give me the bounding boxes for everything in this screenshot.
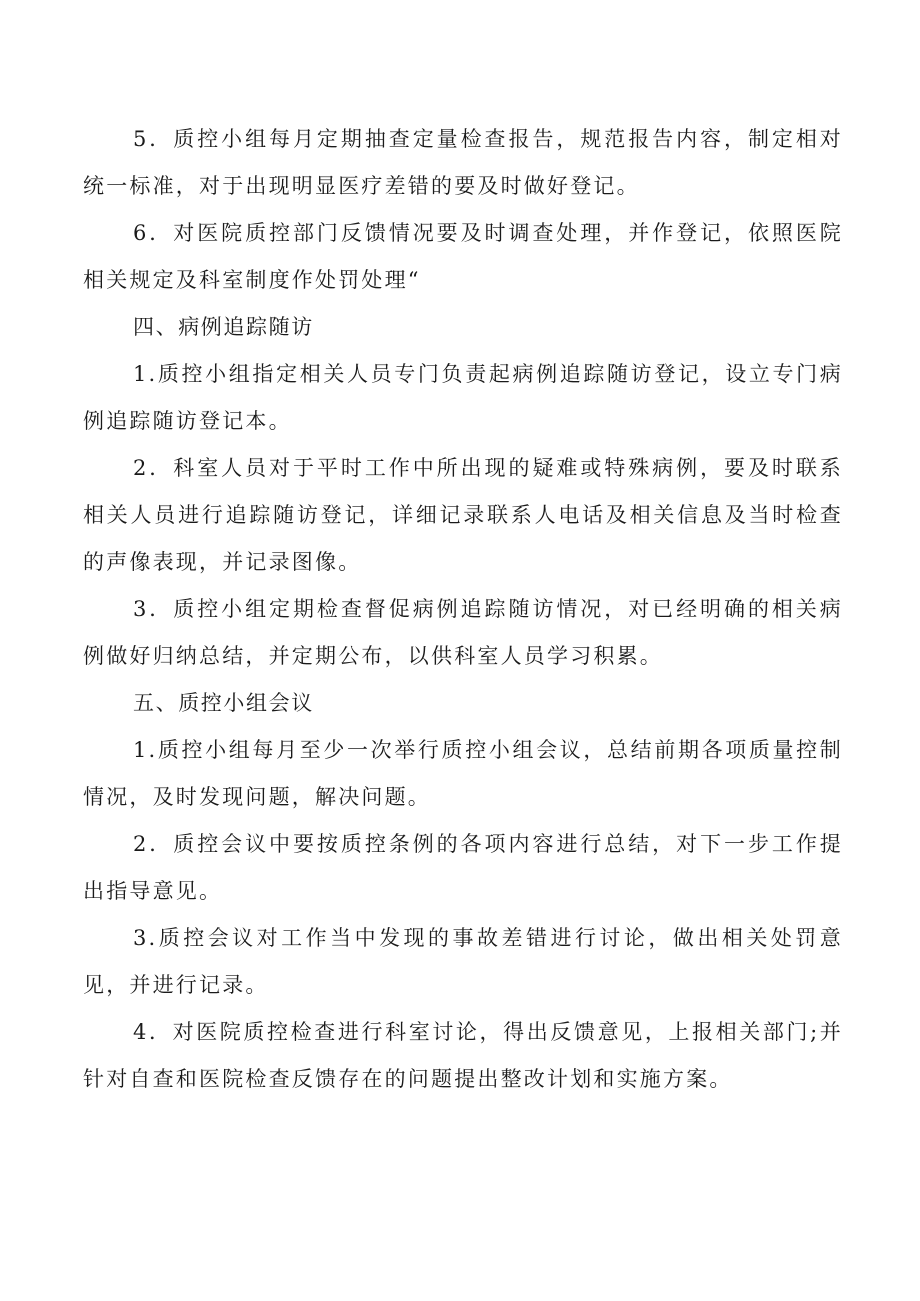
paragraph-meeting-1: 1.质控小组每月至少一次举行质控小组会议，总结前期各项质量控制情况，及时发现问题，解决问题。 [83,738,843,809]
paragraph-followup-2: 2．科室人员对于平时工作中所出现的疑难或特殊病例，要及时联系相关人员进行追踪随访登记，详细记录联系人电话及相关信息及当时检查的声像表现，并记录图像。 [83,456,843,574]
paragraph-meeting-2: 2．质控会议中要按质控条例的各项内容进行总结，对下一步工作提出指导意见。 [83,832,843,903]
section-heading-case-followup: 四、病例追踪随访 [133,315,314,339]
paragraph-meeting-3: 3.质控会议对工作当中发现的事故差错进行讨论，做出相关处罚意见，并进行记录。 [83,926,843,997]
paragraph-5-report-check: 5．质控小组每月定期抽查定量检查报告，规范报告内容，制定相对统一标准，对于出现明显医疗差错的要及时做好登记。 [83,127,843,198]
paragraph-followup-3: 3．质控小组定期检查督促病例追踪随访情况，对已经明确的相关病例做好归纳总结，并定期公布，以供科室人员学习积累。 [83,597,843,668]
document-body [83,116,843,1103]
paragraph-meeting-4: 4．对医院质控检查进行科室讨论，得出反馈意见，上报相关部门;并针对自查和医院检查反馈存在的问题提出整改计划和实施方案。 [83,1020,843,1091]
paragraph-followup-1: 1.质控小组指定相关人员专门负责起病例追踪随访登记，设立专门病例追踪随访登记本。 [83,362,843,433]
section-heading-qc-meeting: 五、质控小组会议 [133,691,314,715]
paragraph-6-feedback-handling: 6．对医院质控部门反馈情况要及时调查处理，并作登记，依照医院相关规定及科室制度作处罚处理“ [83,221,843,292]
